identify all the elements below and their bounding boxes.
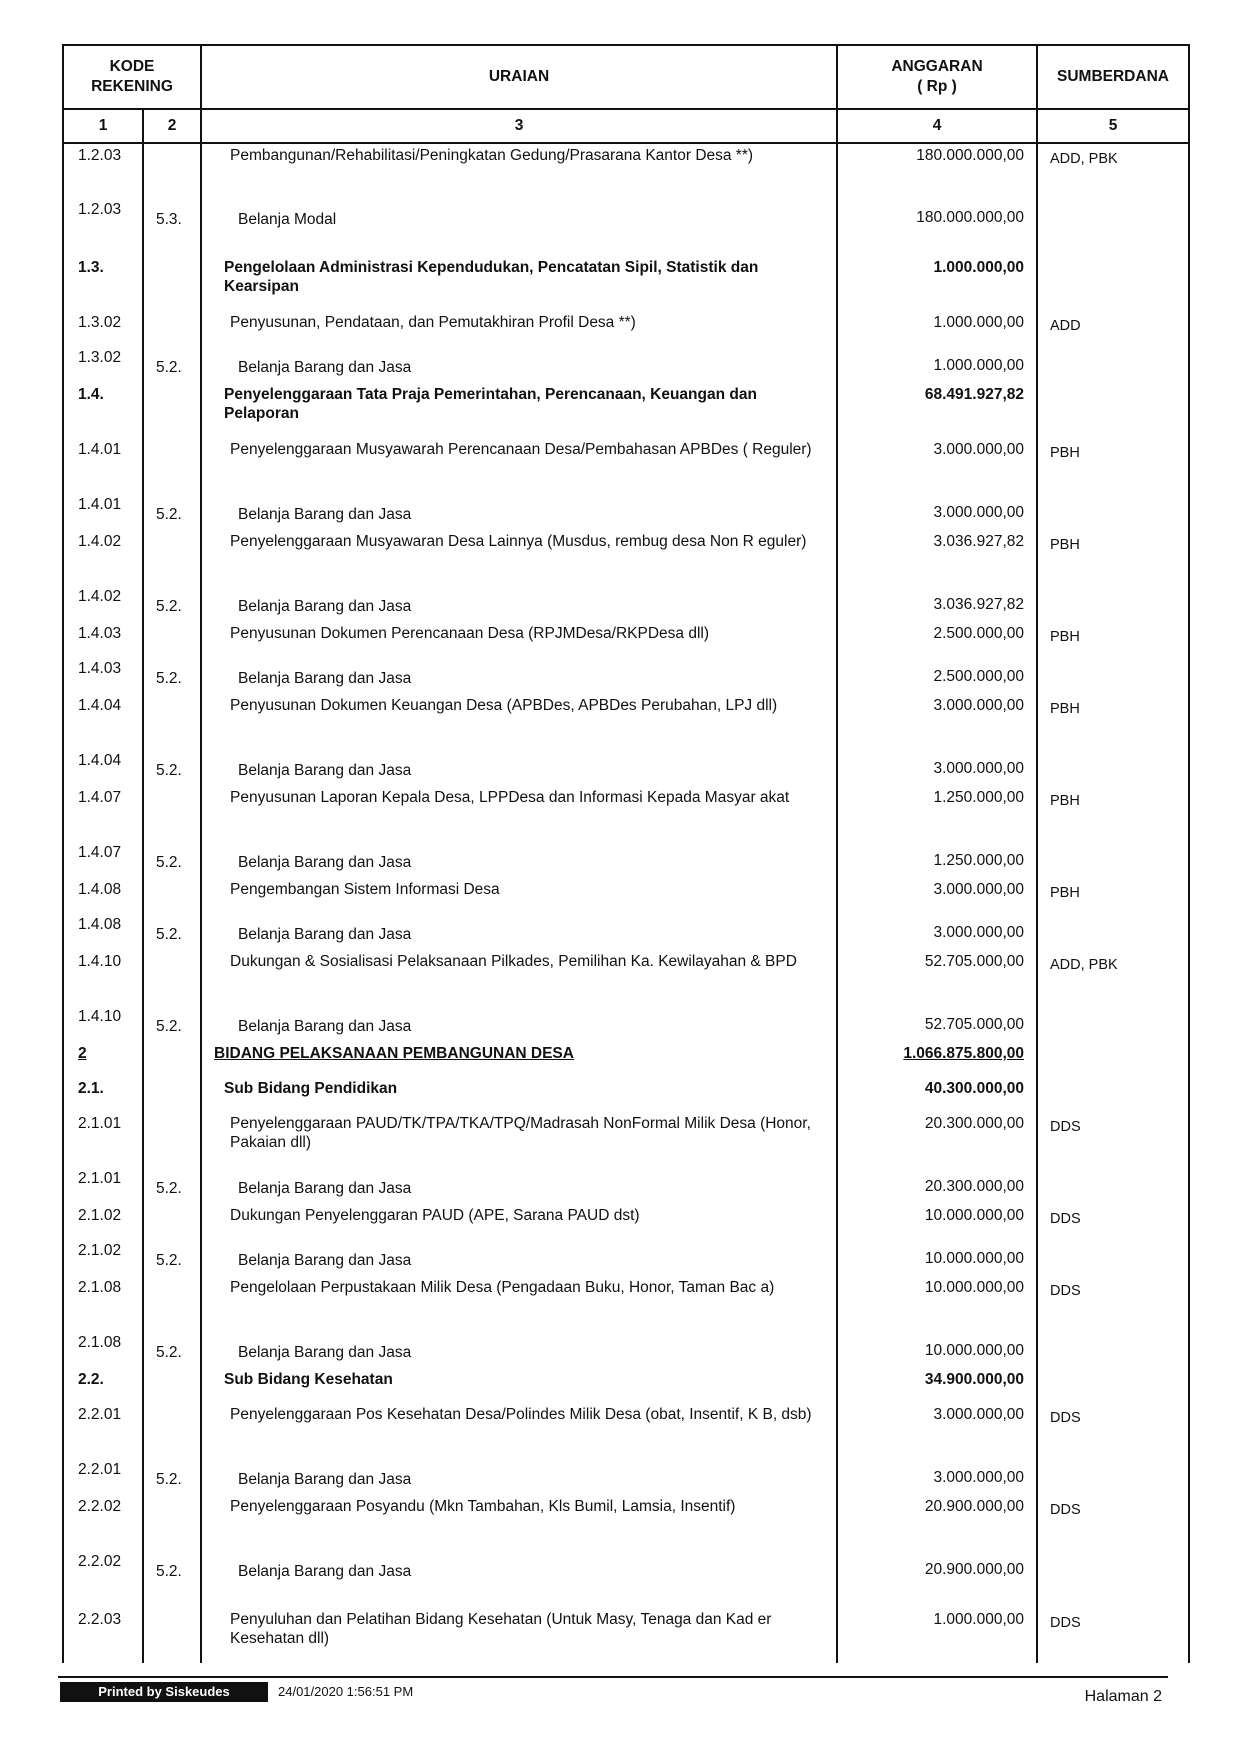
kode-rekening-1: 1.4. (63, 383, 143, 438)
kode-rekening-1: 2.1.08 (63, 1331, 143, 1368)
table-row (63, 694, 1189, 749)
uraian-cell: Belanja Barang dan Jasa (201, 1005, 837, 1042)
anggaran-cell: 2.500.000,00 (837, 657, 1037, 694)
budget-table (62, 44, 1190, 1663)
kode-rekening-1: 2.1.01 (63, 1112, 143, 1167)
kode-rekening-2: 5.2. (143, 1005, 201, 1042)
anggaran-cell: 10.000.000,00 (837, 1276, 1037, 1331)
sumberdana-cell: ADD, PBK (1037, 950, 1189, 1005)
kode-rekening-2 (143, 143, 201, 198)
table-row (63, 1608, 1189, 1663)
sumberdana-cell: ADD (1037, 311, 1189, 346)
table-row (63, 198, 1189, 256)
table-row (63, 346, 1189, 383)
uraian-cell: Belanja Barang dan Jasa (201, 1331, 837, 1368)
kode-rekening-2 (143, 1495, 201, 1550)
anggaran-cell: 3.000.000,00 (837, 913, 1037, 950)
budget-sheet (62, 44, 1188, 1663)
kode-rekening-1: 1.2.03 (63, 198, 143, 256)
header-num-1: 1 (63, 109, 143, 143)
table-row (63, 913, 1189, 950)
kode-rekening-2: 5.2. (143, 1550, 201, 1608)
header-num-3: 3 (201, 109, 837, 143)
anggaran-cell: 1.000.000,00 (837, 346, 1037, 383)
anggaran-cell: 3.000.000,00 (837, 749, 1037, 786)
uraian-cell: Pengelolaan Perpustakaan Milik Desa (Pengadaan Buku, Honor, Taman Bac a) (201, 1276, 837, 1331)
sumberdana-cell (1037, 256, 1189, 311)
kode-rekening-1: 2.1.02 (63, 1239, 143, 1276)
kode-rekening-1: 1.4.10 (63, 950, 143, 1005)
header-anggaran (837, 45, 1037, 109)
uraian-cell: Penyelenggaraan Musyawaran Desa Lainnya (Musdus, rembug desa Non R eguler) (201, 530, 837, 585)
uraian-cell: Penyelenggaraan PAUD/TK/TPA/TKA/TPQ/Madrasah NonFormal Milik Desa (Honor, Pakaian dll) (201, 1112, 837, 1167)
table-row (63, 585, 1189, 622)
table-row (63, 530, 1189, 585)
kode-rekening-1: 1.4.02 (63, 530, 143, 585)
kode-rekening-1: 1.4.01 (63, 438, 143, 493)
table-row (63, 1458, 1189, 1495)
anggaran-cell: 3.000.000,00 (837, 694, 1037, 749)
header-uraian: URAIAN (201, 45, 837, 109)
kode-rekening-2: 5.2. (143, 1167, 201, 1204)
anggaran-cell: 20.300.000,00 (837, 1112, 1037, 1167)
table-row (63, 1077, 1189, 1112)
sumberdana-cell (1037, 657, 1189, 694)
table-row (63, 438, 1189, 493)
kode-rekening-2: 5.2. (143, 346, 201, 383)
page-number: Halaman 2 (1084, 1688, 1162, 1705)
kode-rekening-1: 1.4.04 (63, 694, 143, 749)
kode-rekening-2: 5.2. (143, 913, 201, 950)
sumberdana-cell (1037, 383, 1189, 438)
uraian-cell: Sub Bidang Kesehatan (201, 1368, 837, 1403)
kode-rekening-1: 1.4.02 (63, 585, 143, 622)
sumberdana-cell: DDS (1037, 1204, 1189, 1239)
uraian-cell: Belanja Barang dan Jasa (201, 1550, 837, 1608)
anggaran-cell: 52.705.000,00 (837, 950, 1037, 1005)
kode-rekening-1: 2.1. (63, 1077, 143, 1112)
uraian-cell: Pengembangan Sistem Informasi Desa (201, 878, 837, 913)
table-row (63, 1550, 1189, 1608)
table-row (63, 1403, 1189, 1458)
kode-rekening-1: 2.2.01 (63, 1458, 143, 1495)
anggaran-cell: 180.000.000,00 (837, 143, 1037, 198)
sumberdana-cell (1037, 1458, 1189, 1495)
uraian-cell: Belanja Barang dan Jasa (201, 1458, 837, 1495)
kode-rekening-1: 1.3.02 (63, 311, 143, 346)
kode-rekening-1: 2.2. (63, 1368, 143, 1403)
kode-rekening-1: 2.1.08 (63, 1276, 143, 1331)
kode-rekening-1: 1.4.08 (63, 913, 143, 950)
sumberdana-cell (1037, 1077, 1189, 1112)
table-row (63, 950, 1189, 1005)
uraian-cell: Penyusunan Dokumen Keuangan Desa (APBDes, APBDes Perubahan, LPJ dll) (201, 694, 837, 749)
anggaran-cell: 180.000.000,00 (837, 198, 1037, 256)
table-row (63, 493, 1189, 530)
kode-rekening-2 (143, 1042, 201, 1077)
uraian-cell: Penyelenggaraan Pos Kesehatan Desa/Polindes Milik Desa (obat, Insentif, K B, dsb) (201, 1403, 837, 1458)
uraian-cell: Penyuluhan dan Pelatihan Bidang Kesehatan (Untuk Masy, Tenaga dan Kad er Kesehatan dll) (201, 1608, 837, 1663)
kode-rekening-2 (143, 1276, 201, 1331)
anggaran-cell: 20.900.000,00 (837, 1495, 1037, 1550)
sumberdana-cell (1037, 1042, 1189, 1077)
kode-rekening-1: 1.4.01 (63, 493, 143, 530)
kode-rekening-1: 1.3.02 (63, 346, 143, 383)
uraian-cell: Dukungan Penyelenggaran PAUD (APE, Sarana PAUD dst) (201, 1204, 837, 1239)
kode-rekening-2: 5.2. (143, 1458, 201, 1495)
anggaran-cell: 3.000.000,00 (837, 1403, 1037, 1458)
kode-rekening-1: 2.2.02 (63, 1550, 143, 1608)
anggaran-cell: 3.000.000,00 (837, 878, 1037, 913)
kode-rekening-2 (143, 694, 201, 749)
anggaran-cell: 3.000.000,00 (837, 493, 1037, 530)
anggaran-cell: 1.250.000,00 (837, 786, 1037, 841)
kode-rekening-1: 1.4.07 (63, 841, 143, 878)
budget-rows (63, 143, 1189, 1663)
kode-rekening-1: 1.4.03 (63, 657, 143, 694)
sumberdana-cell: PBH (1037, 622, 1189, 657)
table-row (63, 1005, 1189, 1042)
header-num-5: 5 (1037, 109, 1189, 143)
sumberdana-cell: DDS (1037, 1276, 1189, 1331)
table-row (63, 841, 1189, 878)
table-row (63, 311, 1189, 346)
kode-rekening-1: 2.1.01 (63, 1167, 143, 1204)
sumberdana-cell: DDS (1037, 1403, 1189, 1458)
uraian-cell: Belanja Barang dan Jasa (201, 585, 837, 622)
kode-rekening-2 (143, 878, 201, 913)
kode-rekening-2 (143, 786, 201, 841)
kode-rekening-2: 5.2. (143, 585, 201, 622)
kode-rekening-2: 5.2. (143, 657, 201, 694)
uraian-cell: Pengelolaan Administrasi Kependudukan, Pencatatan Sipil, Statistik dan Kearsipan (201, 256, 837, 311)
footer-divider (58, 1676, 1168, 1678)
table-row (63, 622, 1189, 657)
table-row (63, 878, 1189, 913)
header-anggaran-label: ANGGARAN (891, 58, 983, 75)
uraian-cell: Penyusunan, Pendataan, dan Pemutakhiran Profil Desa **) (201, 311, 837, 346)
sumberdana-cell (1037, 198, 1189, 256)
anggaran-cell: 52.705.000,00 (837, 1005, 1037, 1042)
table-row (63, 1042, 1189, 1077)
kode-rekening-2: 5.2. (143, 749, 201, 786)
uraian-cell: Belanja Barang dan Jasa (201, 913, 837, 950)
table-row (63, 1331, 1189, 1368)
kode-rekening-2: 5.2. (143, 493, 201, 530)
anggaran-cell: 1.066.875.800,00 (837, 1042, 1037, 1077)
sumberdana-cell (1037, 1239, 1189, 1276)
header-kode-rekening: KODE REKENING (63, 45, 201, 109)
anggaran-cell: 3.000.000,00 (837, 1458, 1037, 1495)
sumberdana-cell: DDS (1037, 1608, 1189, 1663)
sumberdana-cell (1037, 493, 1189, 530)
sumberdana-cell: PBH (1037, 786, 1189, 841)
anggaran-cell: 20.900.000,00 (837, 1550, 1037, 1608)
sumberdana-cell (1037, 1331, 1189, 1368)
uraian-cell: Belanja Barang dan Jasa (201, 657, 837, 694)
sumberdana-cell: PBH (1037, 530, 1189, 585)
table-row (63, 1239, 1189, 1276)
kode-rekening-2 (143, 530, 201, 585)
table-row (63, 786, 1189, 841)
kode-rekening-2 (143, 1112, 201, 1167)
table-row (63, 383, 1189, 438)
kode-rekening-1: 2.2.01 (63, 1403, 143, 1458)
sumberdana-cell (1037, 841, 1189, 878)
sumberdana-cell (1037, 913, 1189, 950)
kode-rekening-1: 1.3. (63, 256, 143, 311)
kode-rekening-2 (143, 1608, 201, 1663)
kode-rekening-1: 2.1.02 (63, 1204, 143, 1239)
anggaran-cell: 10.000.000,00 (837, 1331, 1037, 1368)
sumberdana-cell: DDS (1037, 1495, 1189, 1550)
kode-rekening-2 (143, 1077, 201, 1112)
table-row (63, 1204, 1189, 1239)
kode-rekening-1: 1.2.03 (63, 143, 143, 198)
uraian-cell: Penyelenggaraan Musyawarah Perencanaan Desa/Pembahasan APBDes ( Reguler) (201, 438, 837, 493)
anggaran-cell: 68.491.927,82 (837, 383, 1037, 438)
sumberdana-cell (1037, 1005, 1189, 1042)
uraian-cell: Penyusunan Laporan Kepala Desa, LPPDesa dan Informasi Kepada Masyar akat (201, 786, 837, 841)
uraian-cell: Belanja Modal (201, 198, 837, 256)
uraian-cell: Belanja Barang dan Jasa (201, 346, 837, 383)
uraian-cell: Dukungan & Sosialisasi Pelaksanaan Pilkades, Pemilihan Ka. Kewilayahan & BPD (201, 950, 837, 1005)
sumberdana-cell (1037, 1368, 1189, 1403)
uraian-cell: Belanja Barang dan Jasa (201, 1167, 837, 1204)
kode-rekening-1: 1.4.07 (63, 786, 143, 841)
kode-rekening-1: 1.4.08 (63, 878, 143, 913)
kode-rekening-2 (143, 383, 201, 438)
kode-rekening-2 (143, 950, 201, 1005)
anggaran-cell: 34.900.000,00 (837, 1368, 1037, 1403)
sumberdana-cell: DDS (1037, 1112, 1189, 1167)
uraian-cell: Penyelenggaraan Posyandu (Mkn Tambahan, Kls Bumil, Lamsia, Insentif) (201, 1495, 837, 1550)
sumberdana-cell (1037, 1167, 1189, 1204)
kode-rekening-1: 2 (63, 1042, 143, 1077)
header-anggaran-unit: ( Rp ) (917, 78, 957, 95)
header-sumberdana: SUMBERDANA (1037, 45, 1189, 109)
table-row (63, 749, 1189, 786)
printed-timestamp: 24/01/2020 1:56:51 PM (278, 1684, 414, 1699)
uraian-cell: BIDANG PELAKSANAAN PEMBANGUNAN DESA (201, 1042, 837, 1077)
uraian-cell: Belanja Barang dan Jasa (201, 841, 837, 878)
kode-rekening-2: 5.2. (143, 1331, 201, 1368)
uraian-cell: Penyelenggaraan Tata Praja Pemerintahan, Perencanaan, Keuangan dan Pelaporan (201, 383, 837, 438)
kode-rekening-2 (143, 438, 201, 493)
uraian-cell: Belanja Barang dan Jasa (201, 749, 837, 786)
printed-by-label: Printed by Siskeudes (60, 1682, 268, 1702)
anggaran-cell: 3.000.000,00 (837, 438, 1037, 493)
kode-rekening-2 (143, 311, 201, 346)
table-row (63, 256, 1189, 311)
kode-rekening-2 (143, 1403, 201, 1458)
anggaran-cell: 10.000.000,00 (837, 1204, 1037, 1239)
kode-rekening-2 (143, 1368, 201, 1403)
table-row (63, 657, 1189, 694)
sumberdana-cell (1037, 346, 1189, 383)
anggaran-cell: 10.000.000,00 (837, 1239, 1037, 1276)
uraian-cell: Penyusunan Dokumen Perencanaan Desa (RPJMDesa/RKPDesa dll) (201, 622, 837, 657)
table-row (63, 1276, 1189, 1331)
sumberdana-cell (1037, 749, 1189, 786)
anggaran-cell: 1.250.000,00 (837, 841, 1037, 878)
table-row (63, 1368, 1189, 1403)
sumberdana-cell (1037, 1550, 1189, 1608)
header-num-2: 2 (143, 109, 201, 143)
anggaran-cell: 3.036.927,82 (837, 530, 1037, 585)
sumberdana-cell: PBH (1037, 438, 1189, 493)
uraian-cell: Pembangunan/Rehabilitasi/Peningkatan Gedung/Prasarana Kantor Desa **) (201, 143, 837, 198)
anggaran-cell: 3.036.927,82 (837, 585, 1037, 622)
anggaran-cell: 1.000.000,00 (837, 1608, 1037, 1663)
anggaran-cell: 20.300.000,00 (837, 1167, 1037, 1204)
table-row (63, 143, 1189, 198)
anggaran-cell: 1.000.000,00 (837, 256, 1037, 311)
anggaran-cell: 40.300.000,00 (837, 1077, 1037, 1112)
kode-rekening-1: 1.4.04 (63, 749, 143, 786)
sumberdana-cell: PBH (1037, 878, 1189, 913)
kode-rekening-2: 5.2. (143, 841, 201, 878)
table-row (63, 1167, 1189, 1204)
kode-rekening-2 (143, 1204, 201, 1239)
uraian-cell: Sub Bidang Pendidikan (201, 1077, 837, 1112)
kode-rekening-2: 5.3. (143, 198, 201, 256)
sumberdana-cell: PBH (1037, 694, 1189, 749)
sumberdana-cell: ADD, PBK (1037, 143, 1189, 198)
header-num-4: 4 (837, 109, 1037, 143)
kode-rekening-2 (143, 622, 201, 657)
anggaran-cell: 1.000.000,00 (837, 311, 1037, 346)
table-row (63, 1112, 1189, 1167)
kode-rekening-1: 2.2.03 (63, 1608, 143, 1663)
kode-rekening-1: 2.2.02 (63, 1495, 143, 1550)
sumberdana-cell (1037, 585, 1189, 622)
uraian-cell: Belanja Barang dan Jasa (201, 1239, 837, 1276)
table-row (63, 1495, 1189, 1550)
kode-rekening-2 (143, 256, 201, 311)
anggaran-cell: 2.500.000,00 (837, 622, 1037, 657)
kode-rekening-1: 1.4.03 (63, 622, 143, 657)
kode-rekening-1: 1.4.10 (63, 1005, 143, 1042)
kode-rekening-2: 5.2. (143, 1239, 201, 1276)
uraian-cell: Belanja Barang dan Jasa (201, 493, 837, 530)
